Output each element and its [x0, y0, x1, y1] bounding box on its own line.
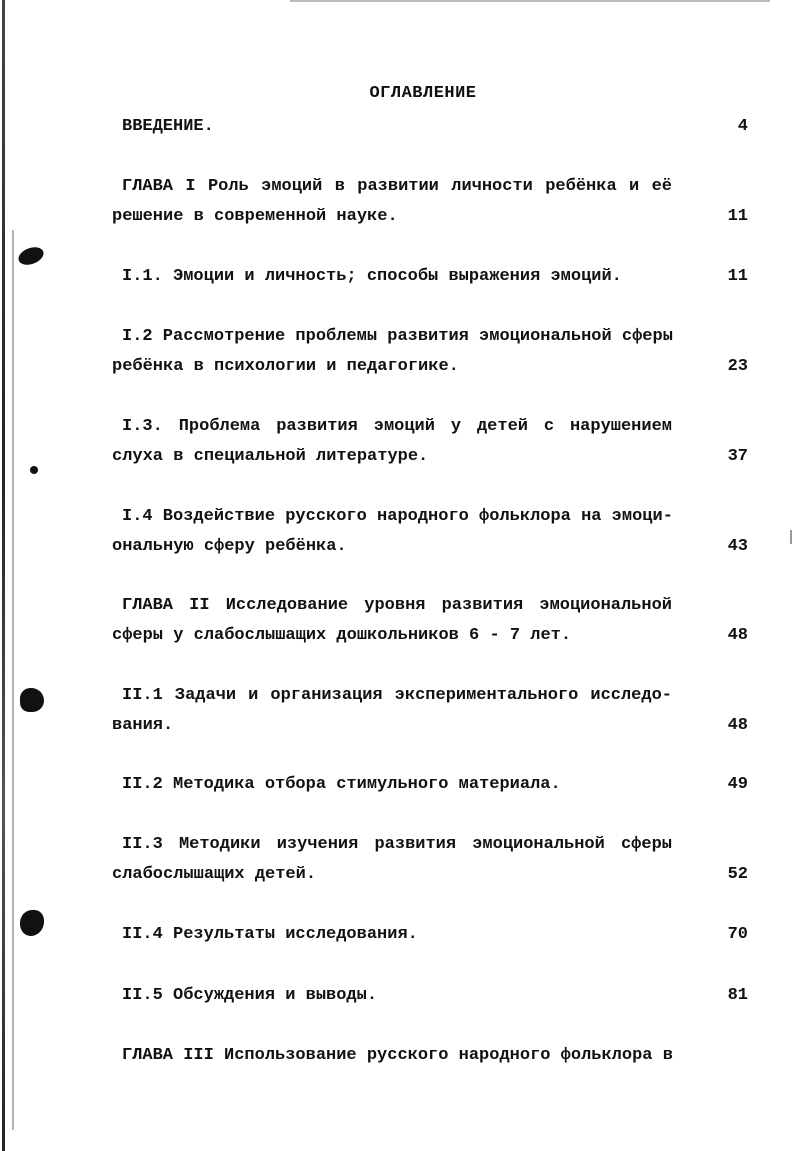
toc-entry	[112, 920, 672, 950]
toc-page-number: 52	[727, 865, 748, 884]
toc-entry	[112, 502, 672, 562]
toc-entry	[112, 681, 672, 741]
toc-page-number: 70	[727, 925, 748, 944]
toc-page-number: 43	[727, 537, 748, 556]
toc-entry-line: ребёнка в психологии и педагогике.	[112, 357, 459, 376]
toc-entry-line: ГЛАВА II Исследование уровня развития эмоциональной	[122, 596, 672, 615]
toc-entry	[112, 322, 672, 382]
toc-page-number: 48	[727, 626, 748, 645]
toc-entry	[112, 591, 672, 651]
toc-entry	[112, 112, 672, 142]
toc-page-number: 23	[727, 357, 748, 376]
toc-page-number: 48	[727, 716, 748, 735]
toc-entry	[112, 830, 672, 890]
page-title: ОГЛАВЛЕНИЕ	[369, 84, 477, 103]
toc-page-number: 49	[727, 775, 748, 794]
toc-entry-line: сферы у слабослышащих дошкольников 6 - 7 лет.	[112, 626, 572, 645]
toc-entry-line: II.4 Результаты исследования.	[122, 925, 418, 944]
toc-page-number: 11	[727, 207, 748, 226]
toc-page-number: 11	[727, 267, 748, 286]
toc-entry-line: решение в современной науке.	[112, 207, 398, 226]
toc-entry-line: ГЛАВА III Использование русского народного фольклора в	[122, 1046, 673, 1065]
toc-entry-line: I.4 Воздействие русского народного фольклора на эмоци-	[122, 507, 673, 526]
toc-entry-line: слуха в специальной литературе.	[112, 447, 429, 466]
toc-entry-line: I.1. Эмоции и личность; способы выражения эмоций.	[122, 267, 622, 286]
toc-page-number: 4	[737, 117, 748, 136]
toc-entry-line: II.2 Методика отбора стимульного материала.	[122, 775, 561, 794]
toc-entry-line: вания.	[112, 716, 174, 735]
toc-entry-line: I.3. Проблема развития эмоций у детей с нарушением	[122, 417, 672, 436]
toc-entry	[112, 1041, 672, 1071]
toc-entry	[112, 981, 672, 1011]
toc-entry-line: I.2 Рассмотрение проблемы развития эмоциональной сферы	[122, 327, 673, 346]
toc-entry	[112, 412, 672, 472]
toc-entry-line: ВВЕДЕНИЕ.	[122, 117, 214, 136]
toc-entry	[112, 262, 672, 292]
toc-page-number: 37	[727, 447, 748, 466]
toc-entry-line: II.5 Обсуждения и выводы.	[122, 986, 378, 1005]
toc-page-number: 81	[727, 986, 748, 1005]
toc-entry-line: слабослышащих детей.	[112, 865, 317, 884]
toc-entry	[112, 770, 672, 800]
toc-entry-line: II.3 Методики изучения развития эмоциональной сферы	[122, 835, 672, 854]
toc-entry-line: ональную сферу ребёнка.	[112, 537, 347, 556]
toc-entry	[112, 172, 672, 232]
toc-entry-line: ГЛАВА I Роль эмоций в развитии личности ребёнка и её	[122, 177, 672, 196]
toc-entry-line: II.1 Задачи и организация экспериментального исследо-	[122, 686, 672, 705]
